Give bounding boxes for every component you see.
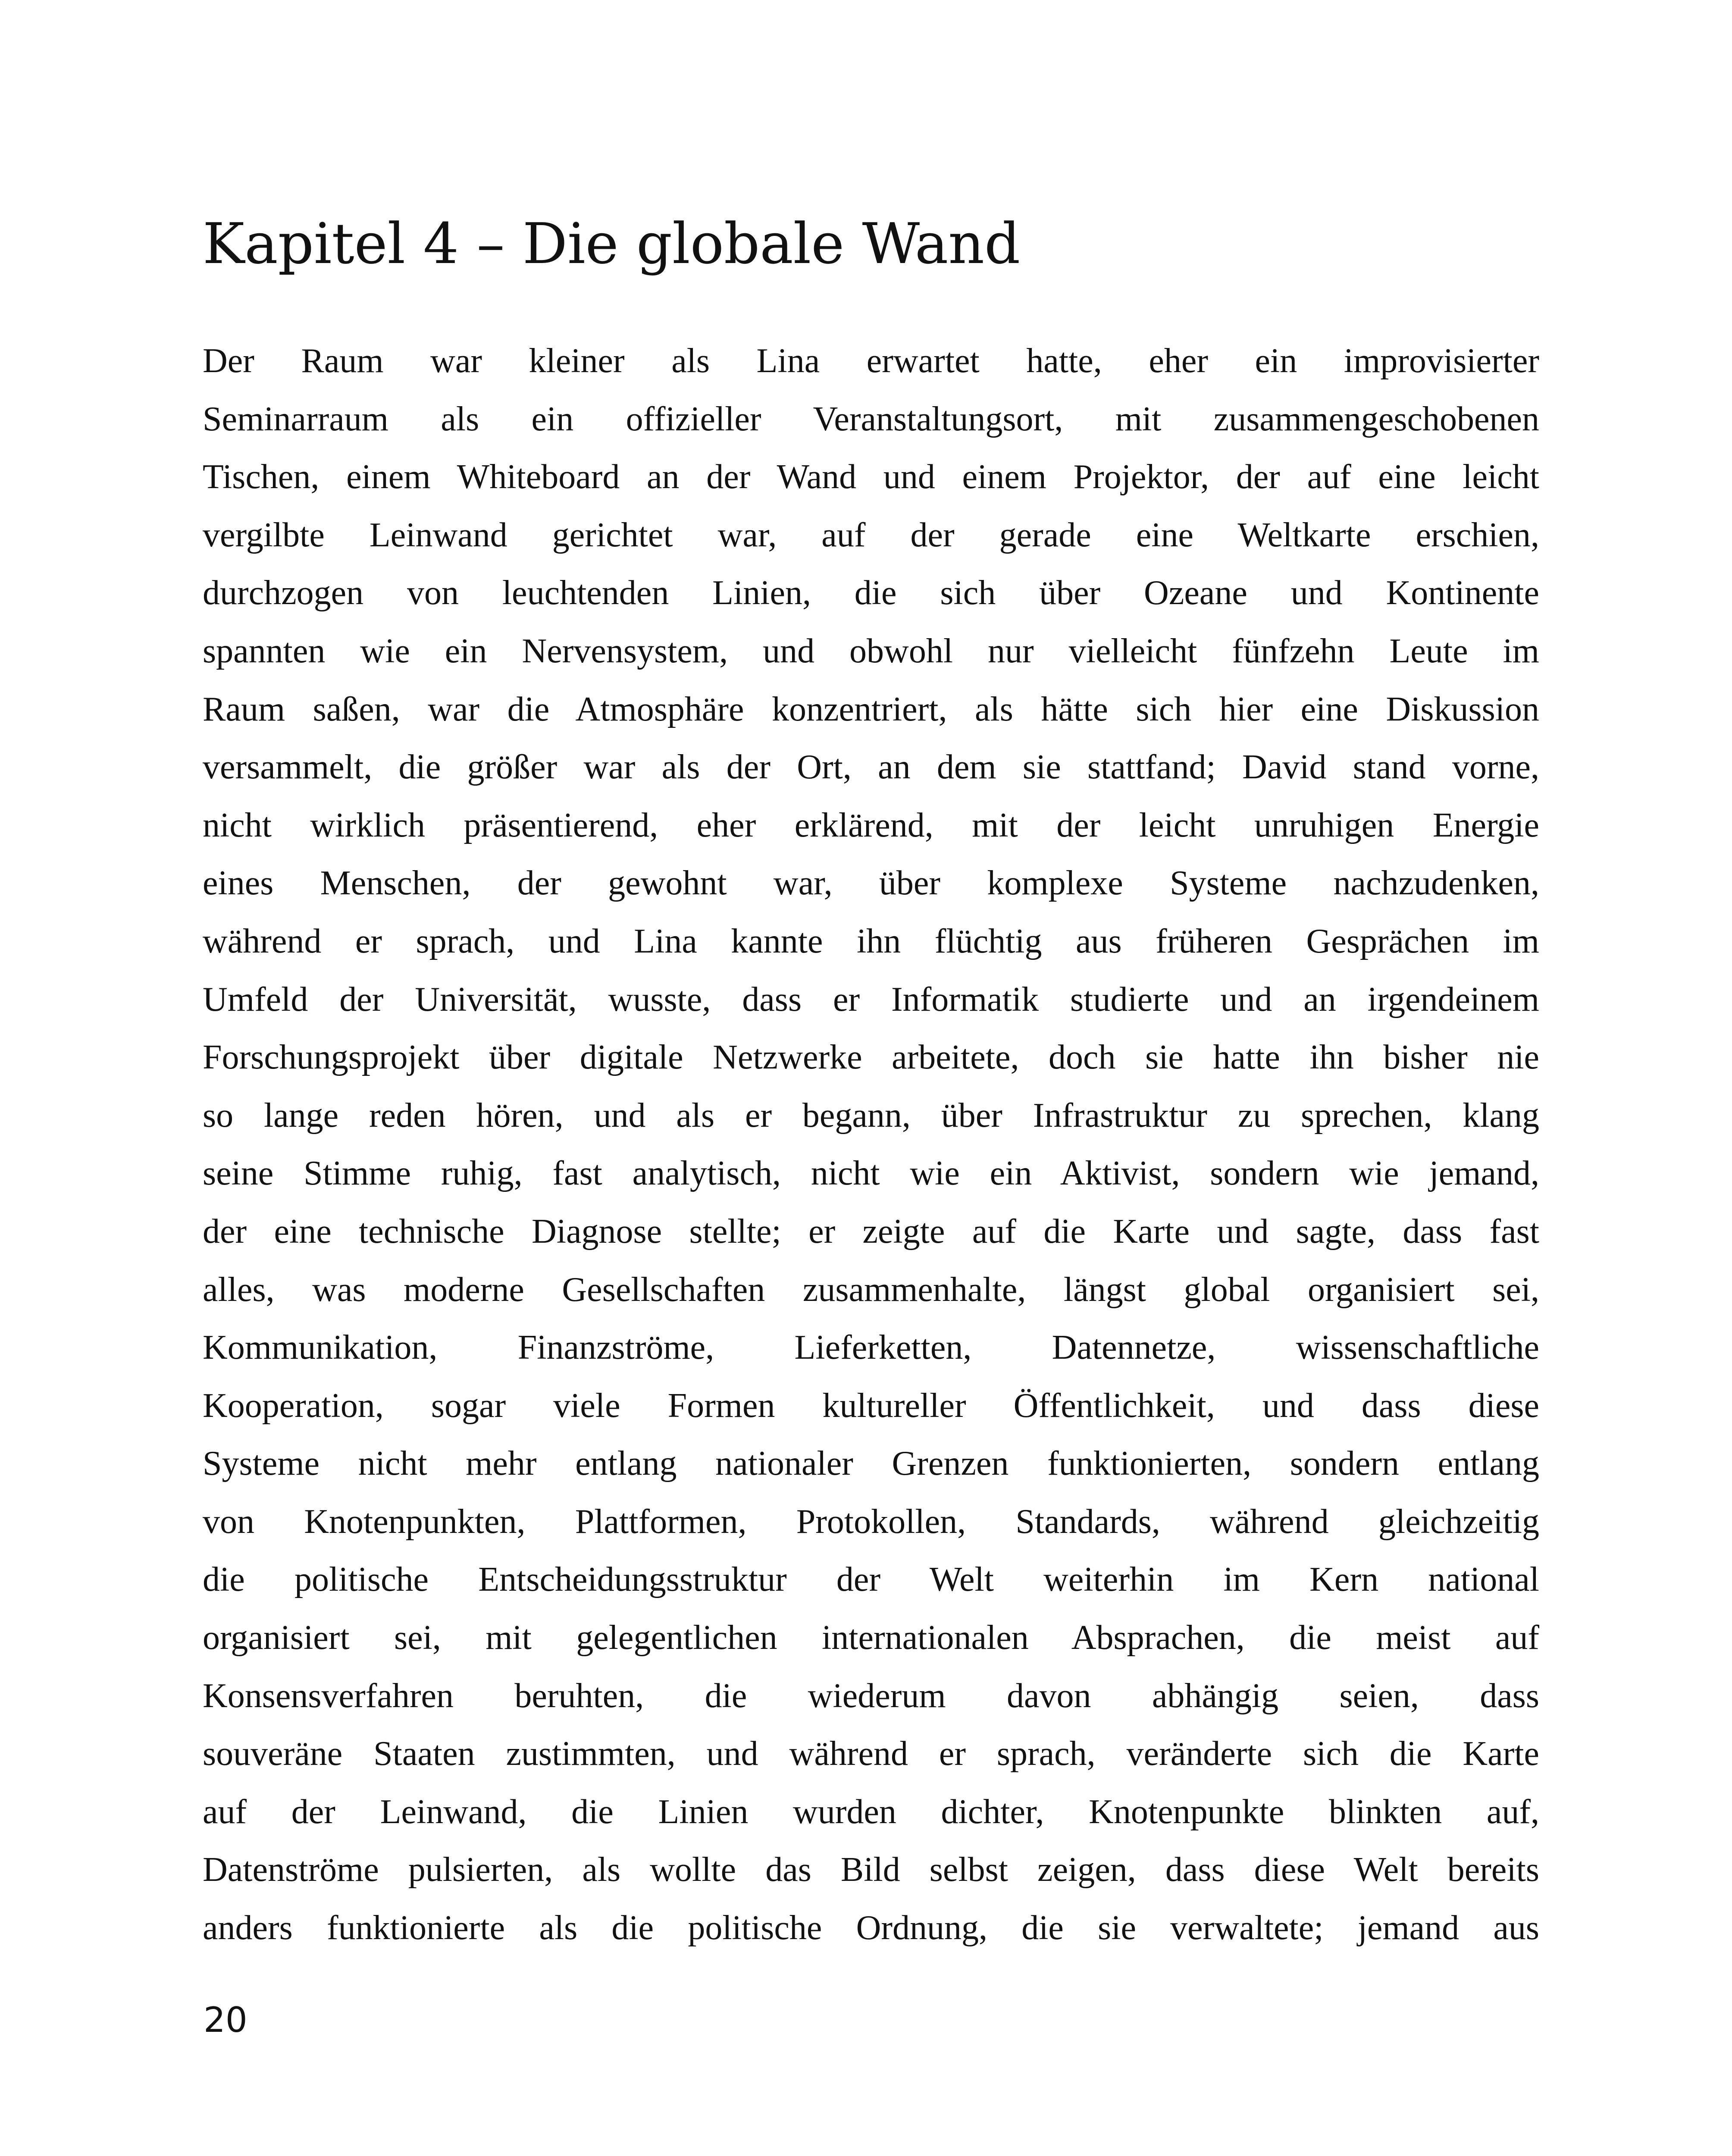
- text-line: seine Stimme ruhig, fast analytisch, nicht wie ein Aktivist, sondern wie jemand,: [203, 1154, 1539, 1193]
- page-number: 20: [204, 2000, 247, 2040]
- text-line: Forschungsprojekt über digitale Netzwerke arbeitete, doch sie hatte ihn bisher nie: [203, 1038, 1539, 1077]
- text-line: Kommunikation, Finanzströme, Lieferketten, Datennetze, wissenschaftliche: [203, 1329, 1539, 1367]
- text-line: organisiert sei, mit gelegentlichen internationalen Absprachen, die meist auf: [203, 1619, 1539, 1657]
- body-paragraph: [203, 332, 1539, 1957]
- text-line: Konsensverfahren beruhten, die wiederum davon abhängig seien, dass: [203, 1677, 1539, 1715]
- text-line: durchzogen von leuchtenden Linien, die sich über Ozeane und Kontinente: [203, 574, 1539, 612]
- text-line: nicht wirklich präsentierend, eher erklärend, mit der leicht unruhigen Energie: [203, 806, 1539, 844]
- text-line: Der Raum war kleiner als Lina erwartet hatte, eher ein improvisierter: [203, 342, 1539, 380]
- text-line: Systeme nicht mehr entlang nationaler Grenzen funktionierten, sondern entlang: [203, 1445, 1539, 1483]
- text-line: Kooperation, sogar viele Formen kultureller Öffentlichkeit, und dass diese: [203, 1386, 1539, 1425]
- text-line: der eine technische Diagnose stellte; er zeigte auf die Karte und sagte, dass fast: [203, 1212, 1539, 1250]
- text-line: eines Menschen, der gewohnt war, über komplexe Systeme nachzudenken,: [203, 864, 1539, 903]
- text-line: alles, was moderne Gesellschaften zusammenhalte, längst global organisiert sei,: [203, 1270, 1539, 1309]
- text-line: anders funktionierte als die politische Ordnung, die sie verwaltete; jemand aus: [203, 1909, 1539, 1947]
- text-line: Raum saßen, war die Atmosphäre konzentriert, als hätte sich hier eine Diskussion: [203, 690, 1539, 728]
- text-line: Tischen, einem Whiteboard an der Wand und einem Projektor, der auf eine leicht: [203, 458, 1539, 496]
- text-line: souveräne Staaten zustimmten, und während er sprach, veränderte sich die Karte: [203, 1735, 1539, 1773]
- text-line: während er sprach, und Lina kannte ihn flüchtig aus früheren Gesprächen im: [203, 922, 1539, 960]
- text-line: so lange reden hören, und als er begann, über Infrastruktur zu sprechen, klang: [203, 1096, 1539, 1134]
- chapter-title: Kapitel 4 – Die globale Wand: [203, 211, 1021, 276]
- text-line: versammelt, die größer war als der Ort, an dem sie stattfand; David stand vorne,: [203, 748, 1539, 787]
- text-line: spannten wie ein Nervensystem, und obwohl nur vielleicht fünfzehn Leute im: [203, 632, 1539, 670]
- text-line: von Knotenpunkten, Plattformen, Protokollen, Standards, während gleichzeitig: [203, 1502, 1539, 1541]
- text-line: auf der Leinwand, die Linien wurden dichter, Knotenpunkte blinkten auf,: [203, 1792, 1539, 1831]
- text-line: Umfeld der Universität, wusste, dass er Informatik studierte und an irgendeinem: [203, 980, 1539, 1018]
- text-line: vergilbte Leinwand gerichtet war, auf der gerade eine Weltkarte erschien,: [203, 516, 1539, 554]
- text-line: Datenströme pulsierten, als wollte das Bild selbst zeigen, dass diese Welt bereits: [203, 1851, 1539, 1889]
- text-line: die politische Entscheidungsstruktur der Welt weiterhin im Kern national: [203, 1561, 1539, 1599]
- text-line: Seminarraum als ein offizieller Veranstaltungsort, mit zusammengeschobenen: [203, 400, 1539, 438]
